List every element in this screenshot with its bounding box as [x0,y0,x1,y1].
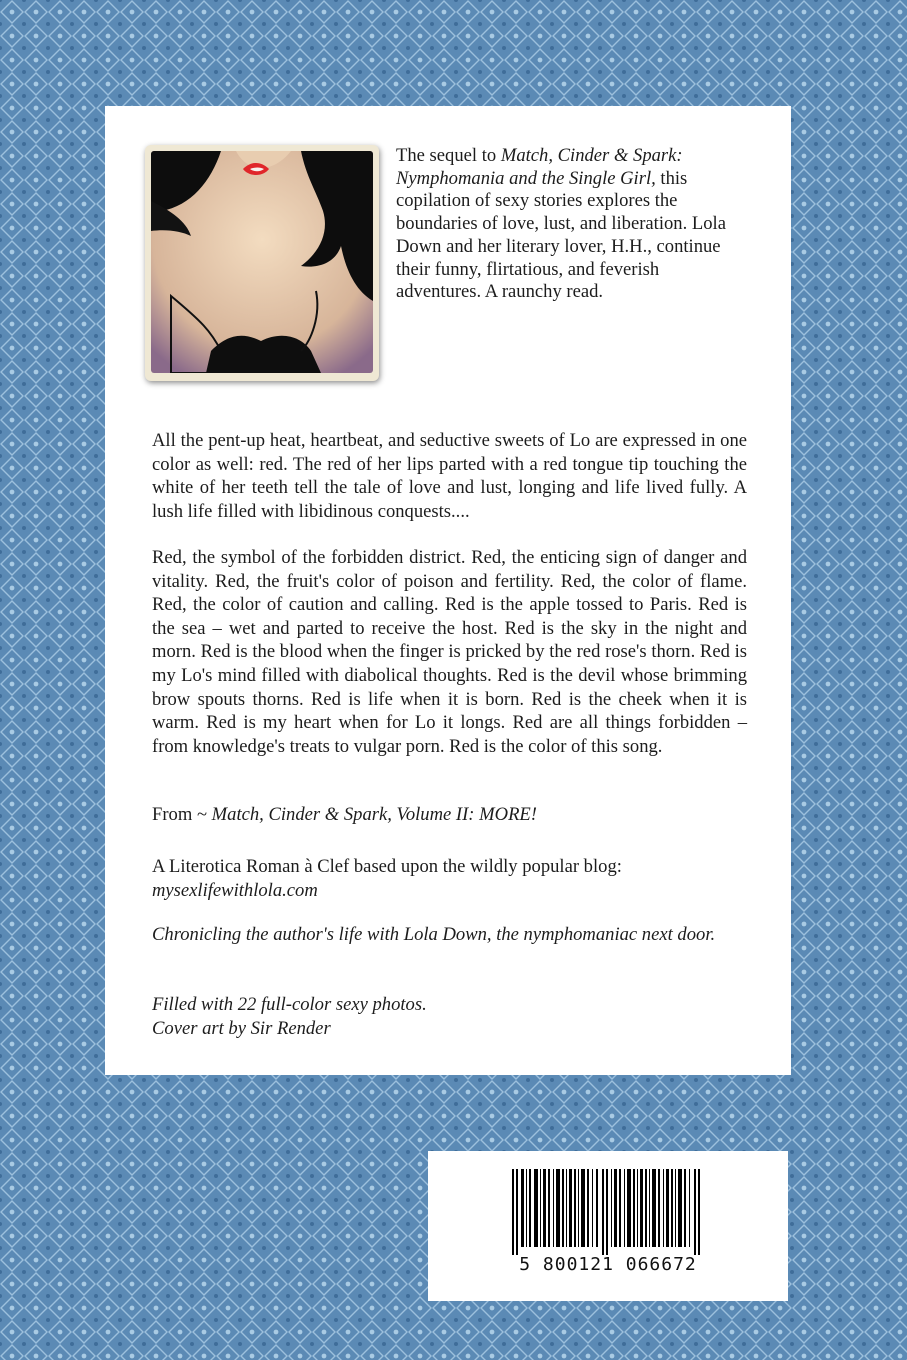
intro-title: Match, Cinder & Spark: Nymphomania and the Single Girl, [396,145,683,189]
from-prefix: From ~ [152,804,212,825]
paragraph-one: All the pent-up heat, heartbeat, and seductive sweets of Lo are expressed in one color as well: red. The red of her lips parted with a red tongue tip touching the white of her teeth tell the tale of love and lust, longing and life lived fully. A lush life filled with libidinous conquests.... [152,430,747,522]
chronicle-line: Chronicling the author's life with Lola Down, the nymphomaniac next door. [152,924,716,945]
from-title: Match, Cinder & Spark, Volume II: MORE! [211,804,537,825]
cover-art-credit: Cover art by Sir Render [152,1017,331,1039]
barcode-number: 5 800121 066672 [519,1254,697,1275]
paragraph-two: Red, the symbol of the forbidden district. Red, the enticing sign of danger and vitality. Red, the fruit's color of poison and fertility. Red, the color of flame. Red, the color of caution and calling. Red is the apple tossed to Paris. Red is the sea – wet and parted to receive the host. Red is the sky in the night and morn. Red is the blood when the finger is pricked by the red rose's thorn. Red is my Lo's mind filled with diabolical thoughts. Red is the devil whose brimming brow spouts thorns. Red is life when it is born. Red is the cheek when it is warm. Red is my heart when for Lo it longs. Red are all things forbidden – from knowledge's treats to vulgar porn. Red is the color of this song. [152,547,747,757]
cover-photo [151,151,373,373]
intro-rest: this copilation of sexy stories explores the boundaries of love, lust, and liberation. Lola Down and her literary lover, H.H., continue their funny, flirtatious, and feverish adventures. A raunchy read. [396,167,726,303]
from-line [152,804,537,826]
credits [152,993,552,1040]
intro-text [396,145,736,304]
barcode-icon [508,1169,708,1255]
cover-photo-frame [145,145,379,381]
literotica-line [152,855,742,902]
photos-credit: Filled with 22 full-color sexy photos. [152,994,427,1015]
barcode-box [428,1151,788,1301]
literotica-text: A Literotica Roman à Clef based upon the wildly popular blog: [152,856,622,877]
blog-url: mysexlifewithlola.com [152,879,318,901]
intro-lead: The sequel to [396,145,501,166]
